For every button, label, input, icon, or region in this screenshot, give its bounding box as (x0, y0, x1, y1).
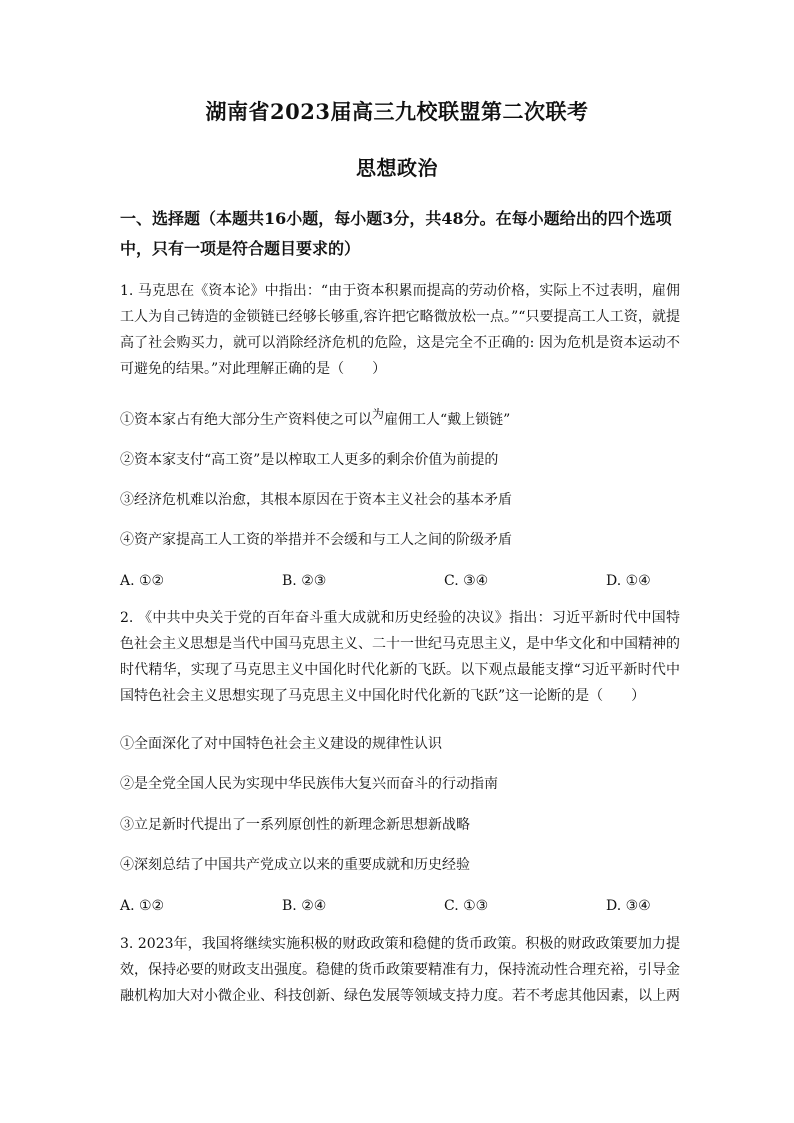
choice-b: B. ②③ (282, 573, 327, 589)
choice-d: D. ③④ (606, 898, 651, 914)
choice-d: D. ①④ (606, 573, 651, 589)
exam-title: 湖南省2023届高三九校联盟第二次联考 (205, 99, 589, 124)
option-text: ①资本家占有绝大部分生产资料使之可以 (120, 412, 372, 428)
choice-c: C. ③④ (444, 573, 489, 589)
question-2-option-4: ④深刻总结了中国共产党成立以来的重要成就和历史经验 (120, 857, 470, 873)
question-1-option-3: ③经济危机难以治愈，其根本原因在于资本主义社会的基本矛盾 (120, 492, 512, 508)
question-1-choices (120, 571, 680, 591)
choice-c: C. ①③ (444, 898, 489, 914)
choice-b: B. ②④ (282, 898, 327, 914)
question-2-option-1: ①全面深化了对中国特色社会主义建设的规律性认识 (120, 736, 442, 752)
question-2-choices (120, 896, 680, 916)
question-1-option-4: ④资产家提高工人工资的举措并不会缓和与工人之间的阶级矛盾 (120, 532, 512, 548)
choice-a: A. ①② (120, 573, 165, 589)
question-1-option-2: ②资本家支付“高工资”是以榨取工人更多的剩余价值为前提的 (120, 452, 499, 468)
choice-a: A. ①② (120, 898, 165, 914)
question-2-option-2: ②是全党全国人民为实现中华民族伟大复兴而奋斗的行动指南 (120, 776, 498, 792)
question-2-stem: 2. 《中共中央关于党的百年奋斗重大成就和历史经验的决议》指出：习近平新时代中国特色社会主义思想是当代中国马克思主义、二十一世纪马克思主义，是中华文化和中国精神的时代精华，实现了马克思主义中国化时代化新的飞跃。以下观点最能支撑“习近平新时代中国特色社会主义思想实现了马克思主义中国化时代化新的飞跃”这一论断的是（ ） (120, 610, 680, 704)
subject-title: 思想政治 (356, 156, 438, 180)
section-heading: 一、选择题（本题共16小题，每小题3分，共48分。在每小题给出的四个选项中，只有一项是符合题目要求的） (120, 209, 672, 258)
option-text: 雇佣工人“戴上锁链” (384, 412, 511, 428)
question-1-option-1 (120, 407, 680, 430)
question-2-option-3: ③立足新时代提出了一系列原创性的新理念新思想新战略 (120, 817, 470, 833)
question-3-stem: 3. 2023年，我国将继续实施积极的财政政策和稳健的货币政策。积极的财政政策要加力提效，保持必要的财政支出强度。稳健的货币政策要精准有力，保持流动性合理充裕，引导金融机构加大对小微企业、科技创新、绿色发展等领域支持力度。若不考虑其他因素，以上两 (120, 936, 680, 1004)
question-1-stem: 1. 马克思在《资本论》中指出：“由于资本积累而提高的劳动价格，实际上不过表明，雇佣工人为自己铸造的金锁链已经够长够重,容许把它略微放松一点。”“只要提高工人工资，就提高了社会购买力，就可以消除经济危机的危险，这是完全不正确的: 因为危机是资本运动不可避免的结果。”对此理解正确的是（ ） (120, 283, 680, 377)
option-raised-char: 为 (372, 407, 385, 421)
